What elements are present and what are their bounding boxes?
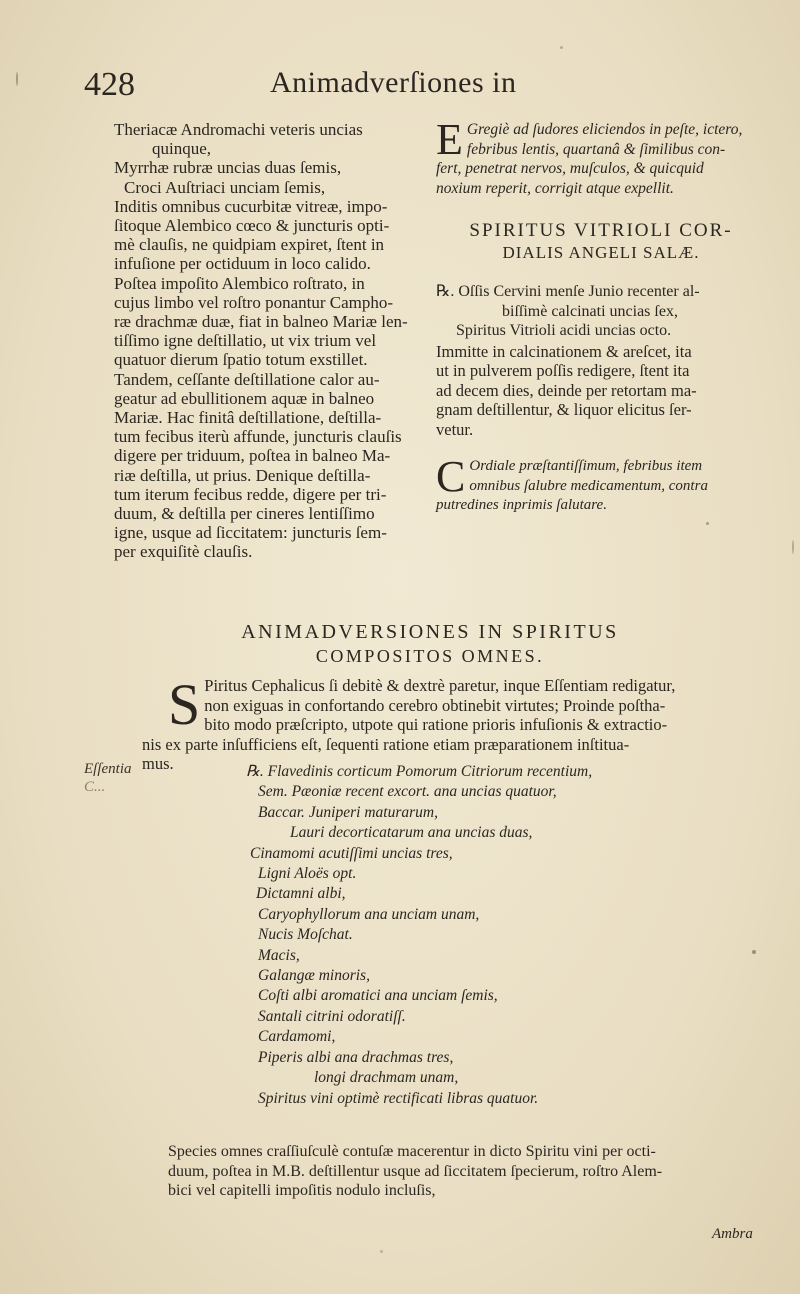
recipe-line: Lauri decorticatarum ana uncias duas, (290, 824, 533, 842)
intro-paragraph (436, 115, 766, 198)
vitriol-instructions (436, 342, 766, 440)
section-heading-line-2: COMPOSITOS OMNES. (315, 646, 545, 666)
running-head: Animadverſiones in (270, 66, 517, 99)
margin-note-line-1: Eſſentia (84, 761, 132, 777)
recipe-line: Caryophyllorum ana unciam unam, (258, 905, 480, 923)
left-line: Inditis omnibus cucurbitæ vitreæ, impo- (114, 196, 388, 216)
recipe-line: ℞. Oſſis Cervini menſe Junio recenter al- (436, 283, 700, 300)
section-line: mus. (142, 754, 174, 773)
left-line: Poſtea impoſito Alembico roſtrato, in (114, 273, 365, 293)
closing-line: omnibus ſalubre medicamentum, contra (469, 477, 708, 494)
section-line: non exiguas in confortando cerebro obtinebit virtutes; Proinde poſtha- (204, 695, 666, 715)
left-line: tiſſimo igne deſtillatio, ut vix trium vel (114, 331, 377, 351)
drop-cap-e: E (436, 115, 463, 164)
final-line: duum, poſtea in M.B. deſtillentur usque ad ſiccitatem ſpecierum, roſtro Alem- (168, 1162, 663, 1180)
section-line: nis ex parte inſufficiens eſt, ſequenti ratione etiam præparationem inſtitua- (142, 734, 630, 754)
paper-speck (16, 72, 18, 86)
recipe-line: Cinamomi acutiſſimi uncias tres, (250, 844, 453, 862)
paper-speck (380, 1250, 383, 1253)
recipe-line: Santali citrini odoratiſſ. (258, 1007, 406, 1025)
left-line: digere per triduum, poſtea in balneo Ma- (114, 446, 391, 466)
spiritus-vitrioli-heading-1: SPIRITUS VITRIOLI COR- (469, 220, 733, 241)
recipe-line: Piperis albi ana drachmas tres, (258, 1048, 454, 1066)
recipe-line: Spiritus vini optimè rectificati libras quatuor. (258, 1089, 539, 1107)
left-line: Tandem, ceſſante deſtillatione calor au- (114, 369, 380, 389)
intro-line: Gregiè ad ſudores eliciendos in peſte, ictero, (466, 121, 743, 138)
right-column (436, 115, 766, 516)
margin-note-line-2: C... (84, 779, 106, 795)
body-line: Immitte in calcinationem & areſcet, ita (436, 341, 692, 361)
recipe-line: Ligni Aloës opt. (258, 865, 357, 883)
final-line: Species omnes craſſiuſculè contuſæ macerentur in dicto Spiritu vini per octi- (168, 1143, 656, 1160)
left-line: tum iterum fecibus redde, digere per tri- (114, 484, 387, 504)
left-line: Croci Auſtriaci unciam ſemis, (124, 177, 326, 197)
left-line: Theriacæ Andromachi veteris uncias (114, 120, 363, 139)
left-line: ræ drachmæ duæ, fiat in balneo Mariæ len- (114, 312, 408, 332)
page-number: 428 (84, 66, 135, 103)
recipe-line: Macis, (258, 946, 300, 964)
recipe-line: longi drachmam unam, (314, 1069, 459, 1087)
section-heading (150, 620, 710, 668)
intro-line: noxium reperit, corrigit atque expellit. (436, 179, 674, 197)
body-line: gnam deſtillentur, & liquor elicitus ſer- (436, 400, 692, 419)
closing-paragraph (436, 452, 766, 516)
intro-line: febribus lentis, quartanâ & ſimilibus con- (466, 140, 726, 158)
recipe-line: Spiritus Vitrioli acidi uncias octo. (456, 322, 672, 339)
closing-line: putredines inprimis ſalutare. (436, 497, 607, 513)
left-column (114, 120, 414, 562)
body-line: vetur. (436, 419, 474, 439)
left-line: mè clauſis, ne quidpiam expiret, ſtent in (114, 235, 385, 255)
left-line: geatur ad ebullitionem aquæ in balneo (114, 388, 375, 408)
recipe-line: Nucis Moſchat. (258, 926, 353, 944)
paper-speck (706, 522, 709, 525)
left-line: tum fecibus iterù affunde, juncturis clauſis (114, 427, 402, 447)
recipe-line: Cardamomi, (258, 1028, 336, 1046)
body-line: ad decem dies, deinde per retortam ma- (436, 380, 697, 400)
left-line: Mariæ. Hac finitâ deſtillatione, deſtilla- (114, 408, 382, 428)
left-line: ſitoque Alembico cœco & juncturis opti- (114, 216, 390, 236)
catchword: Ambra (712, 1226, 753, 1242)
left-line: duum, & deſtilla per cineres lentiſſimo (114, 504, 375, 524)
left-line: infuſione per octiduum in loco calido. (114, 254, 371, 274)
body-line: ut in pulverem poſſis redigere, ſtent ita (436, 361, 690, 380)
intro-line: fert, penetrat nervos, muſculos, & quicquid (436, 160, 704, 177)
left-line: quinque, (152, 139, 212, 159)
spiritus-vitrioli-heading-2: DIALIS ANGELI SALÆ. (502, 243, 700, 262)
section-line: Piritus Cephalicus ſi debitè & dextrè paretur, inque Eſſentiam redigatur, (204, 676, 676, 695)
final-line: bici vel capitelli impoſitis nodulo incluſis, (168, 1182, 436, 1199)
left-line: per exquiſitè clauſis. (114, 542, 253, 562)
essence-recipe (246, 762, 766, 1109)
left-line: Myrrhæ rubræ uncias duas ſemis, (114, 158, 342, 178)
section-line: bito modo præſcripto, utpote qui ratione prioris infuſionis & extractio- (204, 715, 668, 734)
left-line: quatuor dierum ſpatio totum exstillet. (114, 350, 368, 370)
recipe-line: ℞. Flavedinis corticum Pomorum Citriorum recentium, (246, 763, 593, 780)
margin-note (84, 760, 132, 796)
recipe-line: Sem. Pæoniæ recent excort. ana uncias quatuor, (258, 783, 557, 801)
section-paragraph (142, 672, 768, 774)
recipe-line: biſſimè calcinati uncias ſex, (502, 302, 678, 320)
paper-speck (792, 540, 794, 554)
final-paragraph (168, 1142, 768, 1201)
section-heading-line-1: ANIMADVERSIONES IN SPIRITUS (241, 621, 619, 643)
left-line: riæ deſtilla, ut prius. Denique deſtilla- (114, 465, 371, 485)
paper-speck (560, 46, 563, 49)
vitriol-recipe (436, 282, 766, 341)
recipe-line: Baccar. Juniperi maturarum, (258, 803, 438, 821)
recipe-line: Coſti albi aromatici ana unciam ſemis, (258, 987, 498, 1005)
recipe-line: Galangæ minoris, (258, 967, 370, 985)
closing-line: Ordiale præſtantiſſimum, febribus item (469, 458, 703, 474)
drop-cap-s: S (168, 672, 201, 737)
left-line: igne, usque ad ſiccitatem: juncturis ſem- (114, 523, 387, 543)
left-line: cujus limbo vel roſtro ponantur Campho- (114, 292, 394, 312)
recipe-line: Dictamni albi, (256, 885, 346, 903)
paper-speck (752, 950, 756, 954)
drop-cap-c: C (436, 452, 466, 501)
